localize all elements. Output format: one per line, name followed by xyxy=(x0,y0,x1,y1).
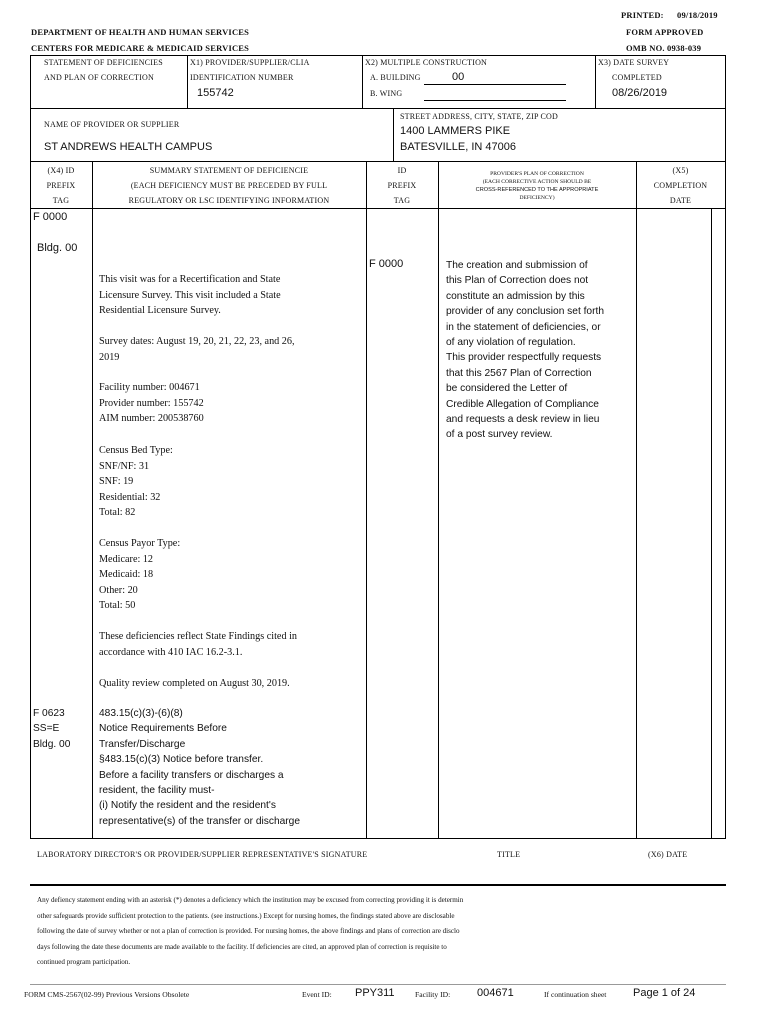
disclaimer-text: Any defiency statement ending with an asterisk (*) denotes a deficiency which the institution may be excused from correcting providing it is determin other safeguards provide sufficient protection to the patients. (see instructions.) Except for nursing homes, the findings stated above are disclosable following the date of survey whether or not a plan of correction is provided. For nursing homes, the above findings and plans of correction are disclo days following the date these documents are made available to the facility. If deficiencies are cited, an approved plan of correction is requisite to continued program participation. xyxy=(37,896,464,967)
wing-label: B. WING xyxy=(370,89,403,98)
printed-date: 09/18/2019 xyxy=(677,10,718,20)
printed-label: PRINTED: xyxy=(621,10,664,20)
x1-label-2: IDENTIFICATION NUMBER xyxy=(190,73,294,82)
provider-name-value: ST ANDREWS HEALTH CAMPUS xyxy=(44,141,213,153)
centers-name: CENTERS FOR MEDICARE & MEDICAID SERVICES xyxy=(31,43,250,53)
x3-label-1: X3) DATE SURVEY xyxy=(598,58,670,67)
tag-f0623: F 0623 SS=E Bldg. 00 xyxy=(33,708,71,750)
info-col-line-2 xyxy=(362,55,363,108)
summary-header-1: SUMMARY STATEMENT OF DEFICIENCIE xyxy=(149,166,309,175)
footer-rule xyxy=(30,984,726,985)
x4-header-1: (X4) ID xyxy=(47,166,75,175)
summary-paragraph-2: Survey dates: August 19, 20, 21, 22, 23, and 26, 2019 xyxy=(99,336,295,363)
form-number: FORM CMS-2567(02-99) Previous Versions Obsolete xyxy=(24,990,190,999)
statement-label-2: AND PLAN OF CORRECTION xyxy=(44,73,154,82)
frame-top-line xyxy=(30,55,726,56)
body-bottom-line xyxy=(30,838,726,839)
f0623-summary-text: 483.15(c)(3)-(6)(8) Notice Requirements Before Transfer/Discharge §483.15(c)(3) Notice before transfer. Before a facility transfers or discharges a resident, the facility must- (i) Notify the resident and the resident's representative(s) of the transfer or discharge xyxy=(99,708,301,827)
plan-header-2: (EACH CORRECTIVE ACTION SHOULD BE xyxy=(482,179,592,185)
signature-label: LABORATORY DIRECTOR'S OR PROVIDER/SUPPLIER REPRESENTATIVE'S SIGNATURE xyxy=(37,850,368,859)
id-header-3: TAG xyxy=(393,196,411,205)
wing-underline xyxy=(424,100,566,101)
col-line-id xyxy=(438,161,439,838)
id-tag-f0000: F 0000 xyxy=(369,258,404,270)
signature-bottom-line xyxy=(30,884,726,886)
tag-f0000: F 0000 xyxy=(33,211,68,223)
summary-header-2: (EACH DEFICIENCY MUST BE PRECEDED BY FULL xyxy=(130,181,328,190)
plan-header-3: CROSS-REFERENCED TO THE APPROPRIATE xyxy=(475,187,599,193)
col-line-date-inner xyxy=(711,208,712,838)
date-label: (X6) DATE xyxy=(648,850,688,859)
building-value: 00 xyxy=(452,71,465,83)
id-header-1: ID xyxy=(397,166,407,175)
summary-paragraph-7: Quality review completed on August 30, 2019. xyxy=(99,678,290,689)
summary-paragraph-5: Census Payor Type: Medicare: 12 Medicaid: 18 Other: 20 Total: 50 xyxy=(99,538,181,612)
form-approved: FORM APPROVED xyxy=(626,27,704,37)
x4-header-3: TAG xyxy=(52,196,70,205)
survey-completed-date: 08/26/2019 xyxy=(612,87,668,99)
event-id-value: PPY311 xyxy=(355,987,395,999)
provider-name-label: NAME OF PROVIDER OR SUPPLIER xyxy=(44,120,180,129)
address-line-1: 1400 LAMMERS PIKE xyxy=(400,125,511,137)
info-col-line-1 xyxy=(187,55,188,108)
address-line-2: BATESVILLE, IN 47006 xyxy=(400,141,516,153)
x2-label: X2) MULTIPLE CONSTRUCTION xyxy=(365,58,488,67)
summary-paragraph-4: Census Bed Type: SNF/NF: 31 SNF: 19 Residential: 32 Total: 82 xyxy=(99,445,173,519)
info-col-line-3 xyxy=(595,55,596,108)
summary-paragraph-3: Facility number: 004671 Provider number: 155742 AIM number: 200538760 xyxy=(99,382,204,425)
statement-label-1: STATEMENT OF DEFICIENCIES xyxy=(44,58,163,67)
facility-id-label: Facility ID: xyxy=(415,990,451,999)
id-header-2: PREFIX xyxy=(387,181,417,190)
building-underline xyxy=(424,84,566,85)
bldg-00: Bldg. 00 xyxy=(37,242,78,254)
event-id-label: Event ID: xyxy=(302,990,332,999)
continuation-label: If continuation sheet xyxy=(544,990,607,999)
x3-label-2: COMPLETED xyxy=(612,73,662,82)
building-label: A. BUILDING xyxy=(370,73,421,82)
x5-header-3: DATE xyxy=(669,196,692,205)
plan-of-correction-text: The creation and submission of this Plan of Correction does not constitute an admission by this provider of any conclusion set forth in the statement of deficiencies, or of any violation of regulation. This provider respectfully requests that this 2567 Plan of Correction be considered the Letter of Credible Allegation of Compliance and requests a desk review in lieu of a post survey review. xyxy=(446,260,604,441)
col-line-plan xyxy=(636,161,637,838)
summary-header-3: REGULATORY OR LSC IDENTIFYING INFORMATION xyxy=(128,196,330,205)
info-divider-line xyxy=(30,108,726,109)
col-line-summary xyxy=(366,161,367,838)
x5-header-2: COMPLETION xyxy=(653,181,708,190)
address-label: STREET ADDRESS, CITY, STATE, ZIP COD xyxy=(400,112,558,121)
x4-header-2: PREFIX xyxy=(46,181,76,190)
page-number: Page 1 of 24 xyxy=(633,987,696,999)
column-header-bottom-line xyxy=(30,208,726,209)
summary-paragraph-6: These deficiencies reflect State Findings cited in accordance with 410 IAC 16.2-3.1. xyxy=(99,631,298,658)
title-label: TITLE xyxy=(497,850,521,859)
facility-id-value: 004671 xyxy=(477,987,514,999)
frame-right-line xyxy=(725,55,726,838)
name-divider-line xyxy=(30,161,726,162)
col-line-x4 xyxy=(92,161,93,838)
department-name: DEPARTMENT OF HEALTH AND HUMAN SERVICES xyxy=(31,27,250,37)
plan-header-1: PROVIDER'S PLAN OF CORRECTION xyxy=(490,171,584,177)
provider-id-value: 155742 xyxy=(197,87,234,99)
x1-label-1: X1) PROVIDER/SUPPLIER/CLIA xyxy=(190,58,310,67)
x5-header-1: (X5) xyxy=(672,166,689,175)
summary-paragraph-1: This visit was for a Recertification and State Licensure Survey. This visit included a State Residential Licensure Survey. xyxy=(99,274,281,317)
plan-header-4: DEFICIENCY) xyxy=(519,195,555,201)
name-address-line xyxy=(393,108,394,161)
omb-number: OMB NO. 0938-039 xyxy=(626,43,702,53)
